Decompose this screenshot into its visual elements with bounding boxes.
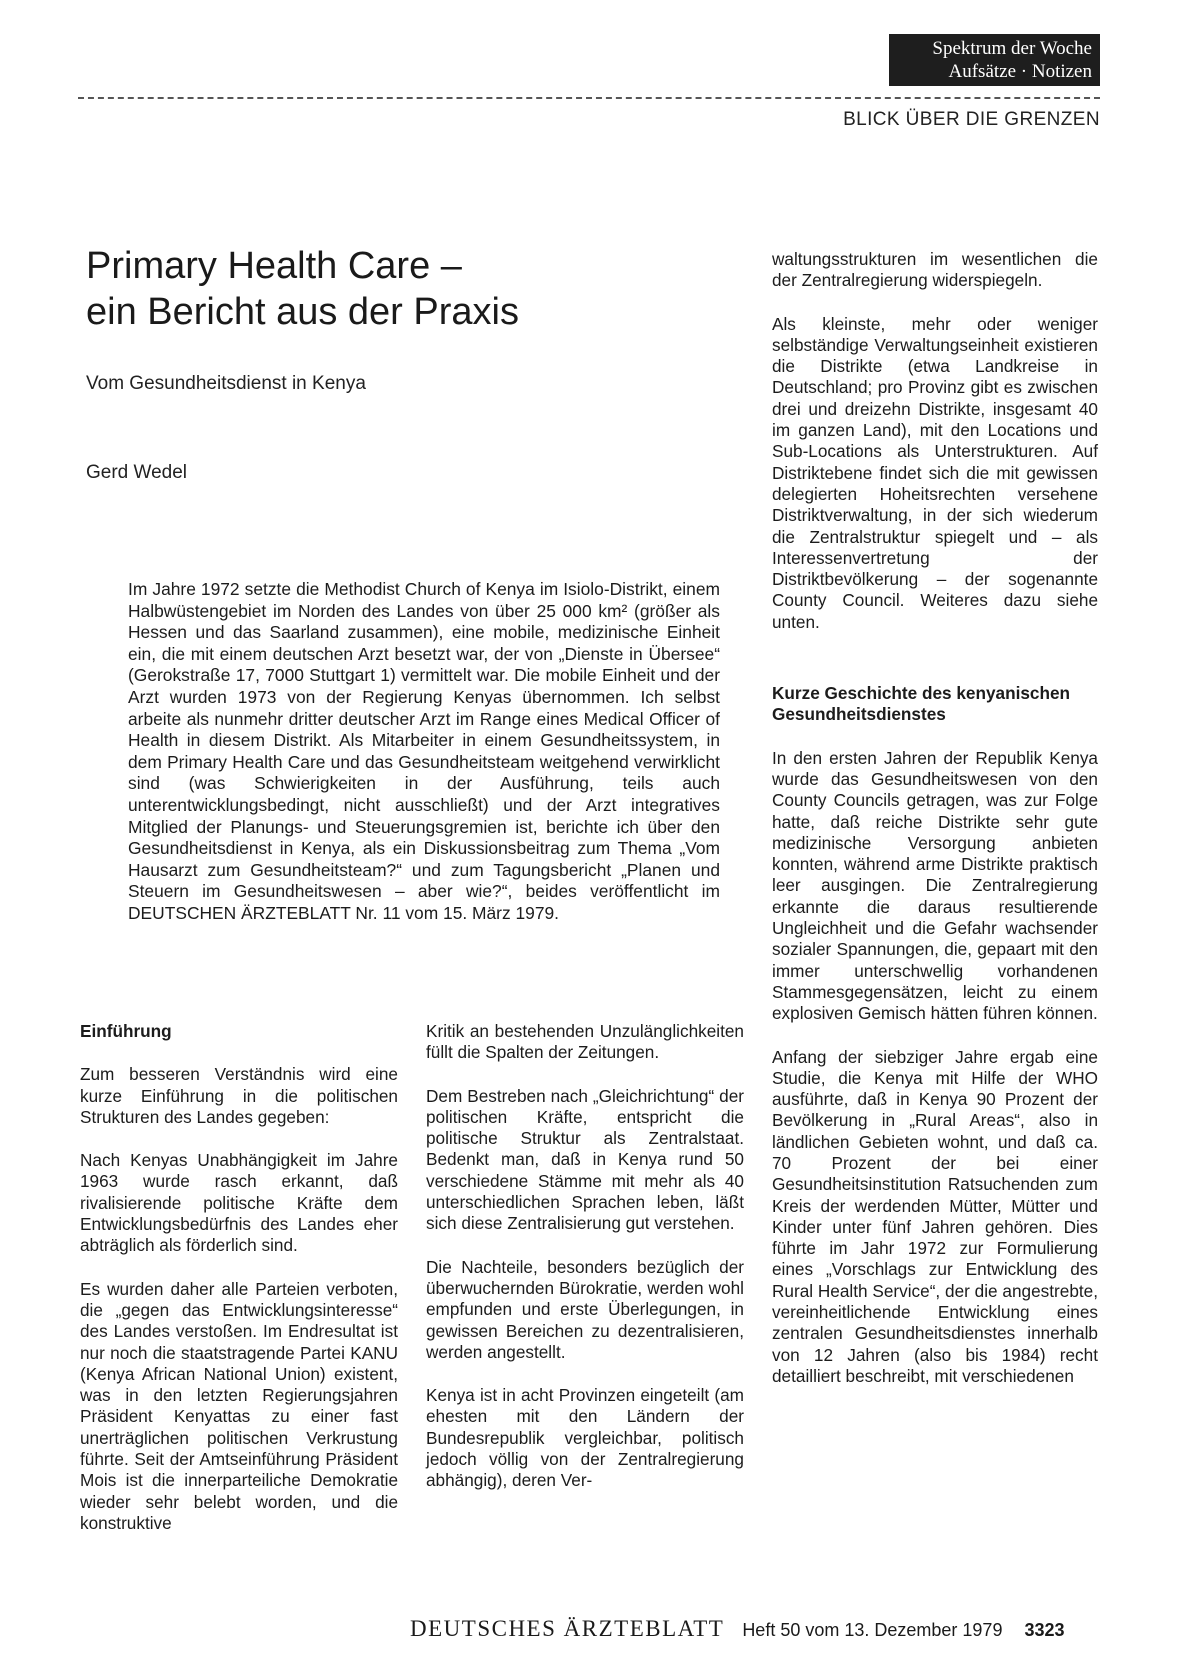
badge-line-1: Spektrum der Woche (932, 38, 1092, 59)
title-line-2: ein Bericht aus der Praxis (86, 291, 519, 333)
text-column-3 (772, 249, 1098, 1409)
paragraph: Die Nachteile, besonders bezüglich der überwuchernden Bürokratie, werden wohl empfunden und erste Überlegungen, in gewissen Bereichen zu dezentralisieren, werden angestellt. (426, 1256, 744, 1362)
article-abstract: Im Jahre 1972 setzte die Methodist Church of Kenya im Isiolo-Distrikt, einem Halbwüstengebiet im Norden des Landes von über 25 000 km² (größer als Hessen und das Saarland zusammen), eine mobile, medizinische Einheit ein, die mit einem deutschen Arzt besetzt war, der von „Dienste in Übersee“ (Gerokstraße 17, 7000 Stuttgart 1) vermittelt war. Die mobile Einheit und der Arzt wurden 1973 von der Regierung Kenyas übernommen. Ich selbst arbeite als nunmehr dritter deutscher Arzt im Range eines Medical Officer of Health in diesem Distrikt. Als Mitarbeiter in einem Gesundheitssystem, in dem Primary Health Care und das Gesundheitsteam weitgehend verwirklicht sind (was Schwierigkeiten in der Ausführung, teils auch unterentwicklungsbedingt, nicht ausschließt) und der Arzt integratives Mitglied der Planungs- und Steuerungsgremien ist, berichte ich über den Gesundheitsdienst in Kenya, als ein Diskussionsbeitrag zum Thema „Vom Hausarzt zum Gesundheitsteam?“ und zum Tagungsbericht „Planen und Steuern im Gesundheitswesen – aber wie?“, beides veröffentlicht im DEUTSCHEN ÄRZTEBLATT Nr. 11 vom 15. März 1979. (128, 579, 720, 923)
badge-line-2: Aufsätze · Notizen (948, 61, 1092, 82)
paragraph: Dem Bestreben nach „Gleichrichtung“ der politischen Kräfte, entspricht die politische Struktur als Zentralstaat. Bedenkt man, daß in Kenya rund 50 verschiedene Stämme mit mehr als 40 unterschiedlichen Sprachen leben, läßt sich diese Zentralisierung gut verstehen. (426, 1085, 744, 1234)
header-rule (78, 97, 1100, 99)
section-label: BLICK ÜBER DIE GRENZEN (843, 109, 1100, 130)
section-badge (889, 34, 1100, 86)
paragraph: Nach Kenyas Unabhängigkeit im Jahre 1963 wurde rasch erkannt, daß rivalisierende politische Kräfte dem Entwicklungsbedürfnis des Landes eher abträglich als förderlich sind. (80, 1150, 398, 1256)
section-heading-einfuehrung: Einführung (80, 1021, 172, 1041)
page-number: 3323 (1024, 1620, 1065, 1640)
issue-info: Heft 50 vom 13. Dezember 1979 (742, 1620, 1003, 1640)
journal-name: DEUTSCHES ÄRZTEBLATT (410, 1616, 725, 1641)
text-column-2 (426, 1021, 744, 1514)
paragraph: In den ersten Jahren der Republik Kenya wurde das Gesundheitswesen von den County Councils getragen, was zur Folge hatte, daß reiche Distrikte sehr gute medizinische Versorgung anbieten konnten, während arme Distrikte praktisch leer ausgingen. Die Zentralregierung erkannte die daraus resultierende Ungleichheit und die Gefahr wachsender sozialer Spannungen, die, gepaart mit den immer unterschwellig vorhandenen Stammesgegensätzen, leicht zu einem explosiven Gemisch hätten führen können. (772, 747, 1098, 1024)
section-heading-geschichte: Kurze Geschichte des kenyanischen Gesundheitsdienstes (772, 683, 1071, 725)
article-author: Gerd Wedel (86, 462, 188, 483)
paragraph: Es wurden daher alle Parteien verboten, die „gegen das Entwicklungsinteresse“ des Landes verstoßen. Im Endresultat ist nur noch die staatstragende Partei KANU (Kenya African National Union) existent, was in den letzten Regierungsjahren Präsident Kenyattas zu einer fast unerträglichen politischen Verkrustung führte. Seit der Amtseinführung Präsident Mois ist die innerparteiliche Demokratie wieder sehr belebt worden, und die konstruktive (80, 1278, 398, 1533)
text-column-1 (80, 1021, 398, 1556)
paragraph: Zum besseren Verständnis wird eine kurze Einführung in die politischen Strukturen des Landes gegeben: (80, 1064, 398, 1127)
article-subtitle: Vom Gesundheitsdienst in Kenya (86, 373, 366, 394)
article-title (86, 243, 706, 335)
paragraph: Kritik an bestehenden Unzulänglichkeiten füllt die Spalten der Zeitungen. (426, 1021, 744, 1063)
paragraph: Kenya ist in acht Provinzen eingeteilt (am ehesten mit den Ländern der Bundesrepublik vergleichbar, politisch jedoch völlig von der Zentralregierung abhängig), deren Ver- (426, 1385, 744, 1491)
paragraph: Als kleinste, mehr oder weniger selbständige Verwaltungseinheit existieren die Distrikte (etwa Landkreise in Deutschland; pro Provinz gibt es zwischen drei und dreizehn Distrikte, insgesamt 40 im ganzen Land), mit den Locations und Sub-Locations als Unterstrukturen. Auf Distriktebene findet sich die mit gewissen delegierten Hoheitsrechten versehene Distriktverwaltung, in der sich wiederum die Zentralstruktur spiegelt und – als Interessenvertretung der Distriktbevölkerung – der sogenannte County Council. Weiteres dazu siehe unten. (772, 313, 1098, 632)
paragraph: waltungsstrukturen im wesentlichen die der Zentralregierung widerspiegeln. (772, 249, 1098, 291)
page-footer (410, 1616, 1090, 1642)
paragraph: Anfang der siebziger Jahre ergab eine Studie, die Kenya mit Hilfe der WHO ausführte, daß in Kenya 90 Prozent der Bevölkerung in „Rural Areas“, also in ländlichen Gebieten wohnt, und daß ca. 70 Prozent der bei einer Gesundheitsinstitution Ratsuchenden zum Kreis der werdenden Mütter, Mütter und Kinder unter fünf Jahren gehören. Dies führte im Jahr 1972 zur Formulierung eines „Vorschlags zur Entwicklung des Rural Health Service“, der die angestrebte, vereinheitlichende Entwicklung eines zentralen Gesundheitsdienstes innerhalb von 12 Jahren (also bis 1984) recht detailliert beschreibt, mit verschiedenen (772, 1046, 1098, 1386)
title-line-1: Primary Health Care – (86, 245, 462, 287)
